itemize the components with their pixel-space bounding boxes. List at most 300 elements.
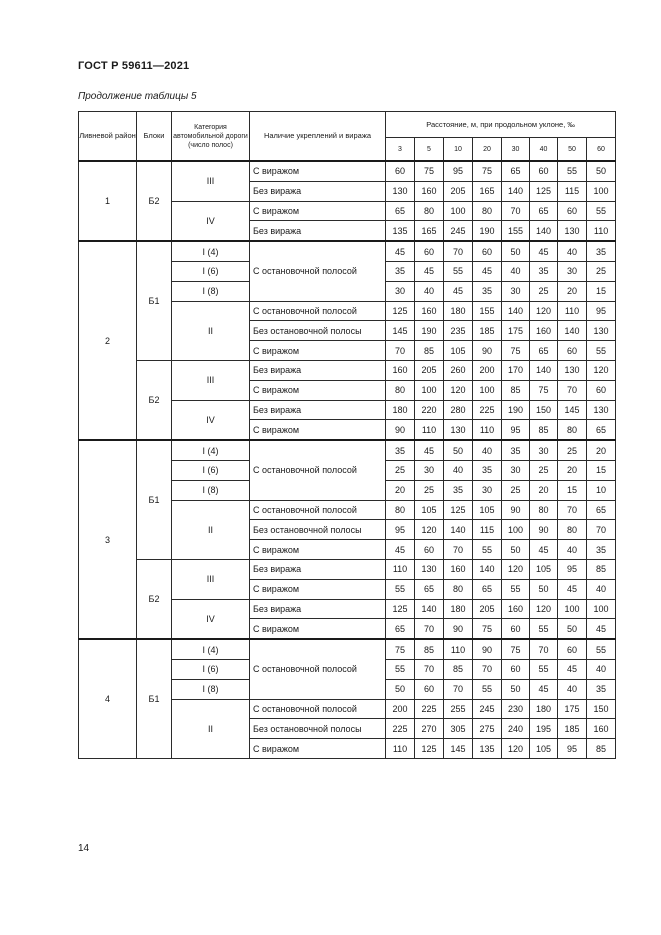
value-cell: 15 bbox=[587, 460, 616, 480]
value-cell: 80 bbox=[444, 579, 473, 599]
value-cell: 60 bbox=[415, 540, 444, 560]
value-cell: 225 bbox=[473, 400, 502, 420]
value-cell: 75 bbox=[473, 619, 502, 639]
value-cell: 45 bbox=[473, 261, 502, 281]
value-cell: 125 bbox=[386, 301, 415, 321]
value-cell: 35 bbox=[530, 261, 558, 281]
value-cell: 235 bbox=[444, 321, 473, 341]
value-cell: 305 bbox=[444, 719, 473, 739]
value-cell: 15 bbox=[558, 480, 587, 500]
value-cell: 160 bbox=[415, 301, 444, 321]
value-cell: 60 bbox=[415, 679, 444, 699]
value-cell: 120 bbox=[530, 599, 558, 619]
value-cell: 35 bbox=[587, 540, 616, 560]
value-cell: 270 bbox=[415, 719, 444, 739]
value-cell: 55 bbox=[473, 540, 502, 560]
value-cell: 95 bbox=[386, 520, 415, 540]
value-cell: 185 bbox=[473, 321, 502, 341]
value-cell: 40 bbox=[587, 579, 616, 599]
value-cell: 65 bbox=[473, 579, 502, 599]
value-cell: 70 bbox=[386, 341, 415, 361]
value-cell: 130 bbox=[444, 420, 473, 440]
region-cell: 3 bbox=[79, 440, 137, 639]
value-cell: 120 bbox=[502, 739, 530, 759]
value-cell: 35 bbox=[587, 679, 616, 699]
value-cell: 60 bbox=[587, 380, 616, 400]
value-cell: 50 bbox=[530, 579, 558, 599]
value-cell: 55 bbox=[558, 161, 587, 181]
value-cell: 145 bbox=[558, 400, 587, 420]
value-cell: 70 bbox=[502, 201, 530, 221]
value-cell: 50 bbox=[558, 619, 587, 639]
value-cell: 60 bbox=[558, 639, 587, 659]
value-cell: 35 bbox=[587, 241, 616, 261]
value-cell: 160 bbox=[502, 599, 530, 619]
value-cell: 35 bbox=[473, 281, 502, 301]
value-cell: 70 bbox=[587, 520, 616, 540]
value-cell: 115 bbox=[473, 520, 502, 540]
value-cell: 60 bbox=[386, 161, 415, 181]
value-cell: 140 bbox=[473, 559, 502, 579]
value-cell: 100 bbox=[558, 599, 587, 619]
value-cell: 55 bbox=[502, 579, 530, 599]
value-cell: 190 bbox=[473, 221, 502, 241]
block-cell: Б1 bbox=[137, 241, 172, 360]
condition-cell: С виражом bbox=[250, 201, 386, 221]
header-slope: 30 bbox=[502, 138, 530, 162]
value-cell: 130 bbox=[558, 360, 587, 380]
category-cell: I (6) bbox=[172, 659, 250, 679]
value-cell: 140 bbox=[502, 301, 530, 321]
block-cell: Б1 bbox=[137, 639, 172, 758]
value-cell: 55 bbox=[386, 659, 415, 679]
value-cell: 65 bbox=[530, 341, 558, 361]
data-table bbox=[78, 111, 616, 759]
condition-cell: Без остановочной полосы bbox=[250, 719, 386, 739]
value-cell: 70 bbox=[415, 619, 444, 639]
header-slope: 50 bbox=[558, 138, 587, 162]
value-cell: 105 bbox=[444, 341, 473, 361]
value-cell: 135 bbox=[473, 739, 502, 759]
value-cell: 90 bbox=[386, 420, 415, 440]
value-cell: 120 bbox=[444, 380, 473, 400]
condition-cell: С остановочной полосой bbox=[250, 440, 386, 500]
value-cell: 70 bbox=[415, 659, 444, 679]
value-cell: 25 bbox=[415, 480, 444, 500]
value-cell: 55 bbox=[587, 201, 616, 221]
value-cell: 95 bbox=[587, 301, 616, 321]
value-cell: 60 bbox=[558, 341, 587, 361]
table-row bbox=[79, 360, 616, 380]
category-cell: I (8) bbox=[172, 281, 250, 301]
value-cell: 165 bbox=[473, 181, 502, 201]
value-cell: 280 bbox=[444, 400, 473, 420]
value-cell: 60 bbox=[502, 659, 530, 679]
header-region: Ливневой район bbox=[79, 112, 137, 162]
value-cell: 175 bbox=[558, 699, 587, 719]
value-cell: 200 bbox=[386, 699, 415, 719]
condition-cell: С остановочной полосой bbox=[250, 699, 386, 719]
value-cell: 175 bbox=[502, 321, 530, 341]
category-cell: II bbox=[172, 301, 250, 360]
value-cell: 30 bbox=[386, 281, 415, 301]
condition-cell: С виражом bbox=[250, 341, 386, 361]
value-cell: 95 bbox=[502, 420, 530, 440]
value-cell: 35 bbox=[386, 261, 415, 281]
value-cell: 70 bbox=[444, 540, 473, 560]
header-slope: 3 bbox=[386, 138, 415, 162]
value-cell: 70 bbox=[473, 659, 502, 679]
value-cell: 110 bbox=[386, 559, 415, 579]
value-cell: 40 bbox=[587, 659, 616, 679]
value-cell: 80 bbox=[530, 500, 558, 520]
header-category: Категория автомобильной дороги (число полос) bbox=[172, 112, 250, 162]
table-caption: Продолжение таблицы 5 bbox=[78, 91, 197, 102]
value-cell: 120 bbox=[530, 301, 558, 321]
value-cell: 160 bbox=[444, 559, 473, 579]
value-cell: 40 bbox=[473, 440, 502, 460]
value-cell: 40 bbox=[558, 241, 587, 261]
value-cell: 75 bbox=[473, 161, 502, 181]
value-cell: 50 bbox=[444, 440, 473, 460]
value-cell: 65 bbox=[386, 201, 415, 221]
condition-cell: С виражом bbox=[250, 161, 386, 181]
value-cell: 125 bbox=[415, 739, 444, 759]
value-cell: 255 bbox=[444, 699, 473, 719]
value-cell: 45 bbox=[558, 579, 587, 599]
value-cell: 200 bbox=[473, 360, 502, 380]
value-cell: 85 bbox=[587, 559, 616, 579]
value-cell: 160 bbox=[386, 360, 415, 380]
value-cell: 50 bbox=[502, 679, 530, 699]
condition-cell: С остановочной полосой bbox=[250, 241, 386, 301]
condition-cell: С остановочной полосой bbox=[250, 500, 386, 520]
region-cell: 4 bbox=[79, 639, 137, 758]
value-cell: 90 bbox=[502, 500, 530, 520]
value-cell: 145 bbox=[444, 739, 473, 759]
value-cell: 10 bbox=[587, 480, 616, 500]
value-cell: 40 bbox=[444, 460, 473, 480]
value-cell: 105 bbox=[530, 739, 558, 759]
value-cell: 120 bbox=[502, 559, 530, 579]
value-cell: 45 bbox=[415, 440, 444, 460]
value-cell: 45 bbox=[530, 241, 558, 261]
value-cell: 20 bbox=[558, 281, 587, 301]
value-cell: 40 bbox=[558, 679, 587, 699]
value-cell: 65 bbox=[587, 420, 616, 440]
document-code: ГОСТ Р 59611—2021 bbox=[78, 60, 190, 72]
value-cell: 45 bbox=[386, 241, 415, 261]
value-cell: 90 bbox=[473, 639, 502, 659]
header-slope: 10 bbox=[444, 138, 473, 162]
value-cell: 85 bbox=[444, 659, 473, 679]
value-cell: 80 bbox=[473, 201, 502, 221]
value-cell: 45 bbox=[386, 540, 415, 560]
value-cell: 40 bbox=[502, 261, 530, 281]
value-cell: 35 bbox=[444, 480, 473, 500]
category-cell: I (8) bbox=[172, 480, 250, 500]
block-cell: Б2 bbox=[137, 559, 172, 639]
value-cell: 70 bbox=[530, 639, 558, 659]
value-cell: 145 bbox=[386, 321, 415, 341]
value-cell: 140 bbox=[415, 599, 444, 619]
value-cell: 90 bbox=[530, 520, 558, 540]
value-cell: 75 bbox=[502, 639, 530, 659]
block-cell: Б2 bbox=[137, 161, 172, 241]
value-cell: 260 bbox=[444, 360, 473, 380]
value-cell: 130 bbox=[386, 181, 415, 201]
value-cell: 185 bbox=[558, 719, 587, 739]
condition-cell: С виражом bbox=[250, 739, 386, 759]
value-cell: 120 bbox=[587, 360, 616, 380]
value-cell: 50 bbox=[386, 679, 415, 699]
value-cell: 105 bbox=[415, 500, 444, 520]
value-cell: 220 bbox=[415, 400, 444, 420]
value-cell: 100 bbox=[444, 201, 473, 221]
category-cell: I (4) bbox=[172, 639, 250, 659]
value-cell: 35 bbox=[473, 460, 502, 480]
value-cell: 65 bbox=[415, 579, 444, 599]
value-cell: 150 bbox=[530, 400, 558, 420]
value-cell: 240 bbox=[502, 719, 530, 739]
value-cell: 160 bbox=[587, 719, 616, 739]
value-cell: 190 bbox=[415, 321, 444, 341]
value-cell: 30 bbox=[415, 460, 444, 480]
value-cell: 95 bbox=[558, 739, 587, 759]
value-cell: 25 bbox=[530, 460, 558, 480]
value-cell: 30 bbox=[502, 460, 530, 480]
value-cell: 100 bbox=[502, 520, 530, 540]
value-cell: 275 bbox=[473, 719, 502, 739]
value-cell: 130 bbox=[558, 221, 587, 241]
value-cell: 80 bbox=[415, 201, 444, 221]
value-cell: 100 bbox=[473, 380, 502, 400]
value-cell: 65 bbox=[502, 161, 530, 181]
value-cell: 135 bbox=[386, 221, 415, 241]
condition-cell: С остановочной полосой bbox=[250, 639, 386, 699]
region-cell: 2 bbox=[79, 241, 137, 440]
value-cell: 25 bbox=[386, 460, 415, 480]
value-cell: 50 bbox=[502, 241, 530, 261]
value-cell: 85 bbox=[530, 420, 558, 440]
value-cell: 165 bbox=[415, 221, 444, 241]
value-cell: 60 bbox=[502, 619, 530, 639]
category-cell: I (8) bbox=[172, 679, 250, 699]
condition-cell: Без виража bbox=[250, 360, 386, 380]
value-cell: 75 bbox=[530, 380, 558, 400]
category-cell: IV bbox=[172, 201, 250, 241]
value-cell: 80 bbox=[386, 380, 415, 400]
value-cell: 90 bbox=[473, 341, 502, 361]
value-cell: 110 bbox=[386, 739, 415, 759]
value-cell: 60 bbox=[415, 241, 444, 261]
value-cell: 120 bbox=[415, 520, 444, 540]
value-cell: 85 bbox=[415, 341, 444, 361]
table-row bbox=[79, 639, 616, 659]
header-distance: Расстояние, м, при продольном уклоне, ‰ bbox=[386, 112, 616, 138]
header-condition: Наличие укреплений и виража bbox=[250, 112, 386, 162]
condition-cell: Без виража bbox=[250, 559, 386, 579]
value-cell: 85 bbox=[587, 739, 616, 759]
value-cell: 20 bbox=[386, 480, 415, 500]
header-slope: 60 bbox=[587, 138, 616, 162]
value-cell: 100 bbox=[415, 380, 444, 400]
value-cell: 45 bbox=[587, 619, 616, 639]
table-row bbox=[79, 241, 616, 261]
condition-cell: Без остановочной полосы bbox=[250, 321, 386, 341]
value-cell: 55 bbox=[473, 679, 502, 699]
value-cell: 130 bbox=[587, 321, 616, 341]
value-cell: 100 bbox=[587, 181, 616, 201]
value-cell: 55 bbox=[587, 639, 616, 659]
value-cell: 55 bbox=[530, 619, 558, 639]
value-cell: 95 bbox=[558, 559, 587, 579]
value-cell: 80 bbox=[558, 520, 587, 540]
condition-cell: С виражом bbox=[250, 420, 386, 440]
condition-cell: Без виража bbox=[250, 221, 386, 241]
value-cell: 130 bbox=[415, 559, 444, 579]
value-cell: 180 bbox=[444, 599, 473, 619]
value-cell: 100 bbox=[587, 599, 616, 619]
condition-cell: С виражом bbox=[250, 619, 386, 639]
condition-cell: Без виража bbox=[250, 599, 386, 619]
category-cell: I (6) bbox=[172, 261, 250, 281]
value-cell: 35 bbox=[386, 440, 415, 460]
header-slope: 40 bbox=[530, 138, 558, 162]
value-cell: 20 bbox=[558, 460, 587, 480]
value-cell: 85 bbox=[502, 380, 530, 400]
value-cell: 170 bbox=[502, 360, 530, 380]
value-cell: 25 bbox=[558, 440, 587, 460]
value-cell: 110 bbox=[473, 420, 502, 440]
value-cell: 160 bbox=[415, 181, 444, 201]
value-cell: 245 bbox=[444, 221, 473, 241]
condition-cell: С виражом bbox=[250, 579, 386, 599]
value-cell: 15 bbox=[587, 281, 616, 301]
category-cell: II bbox=[172, 699, 250, 758]
value-cell: 160 bbox=[530, 321, 558, 341]
value-cell: 45 bbox=[415, 261, 444, 281]
value-cell: 225 bbox=[415, 699, 444, 719]
condition-cell: Без виража bbox=[250, 400, 386, 420]
value-cell: 105 bbox=[473, 500, 502, 520]
value-cell: 55 bbox=[530, 659, 558, 679]
category-cell: III bbox=[172, 161, 250, 201]
category-cell: I (4) bbox=[172, 440, 250, 460]
value-cell: 55 bbox=[444, 261, 473, 281]
value-cell: 20 bbox=[587, 440, 616, 460]
value-cell: 50 bbox=[502, 540, 530, 560]
value-cell: 130 bbox=[587, 400, 616, 420]
value-cell: 245 bbox=[473, 699, 502, 719]
value-cell: 30 bbox=[530, 440, 558, 460]
region-cell: 1 bbox=[79, 161, 137, 241]
value-cell: 180 bbox=[530, 699, 558, 719]
value-cell: 180 bbox=[386, 400, 415, 420]
value-cell: 140 bbox=[530, 360, 558, 380]
value-cell: 155 bbox=[473, 301, 502, 321]
page-number: 14 bbox=[78, 843, 90, 854]
value-cell: 115 bbox=[558, 181, 587, 201]
value-cell: 80 bbox=[558, 420, 587, 440]
category-cell: III bbox=[172, 559, 250, 599]
category-cell: III bbox=[172, 360, 250, 400]
value-cell: 30 bbox=[502, 281, 530, 301]
value-cell: 30 bbox=[473, 480, 502, 500]
value-cell: 25 bbox=[502, 480, 530, 500]
condition-cell: Без виража bbox=[250, 181, 386, 201]
value-cell: 180 bbox=[444, 301, 473, 321]
value-cell: 20 bbox=[530, 480, 558, 500]
value-cell: 65 bbox=[530, 201, 558, 221]
category-cell: I (4) bbox=[172, 241, 250, 261]
value-cell: 25 bbox=[530, 281, 558, 301]
value-cell: 75 bbox=[386, 639, 415, 659]
value-cell: 75 bbox=[415, 161, 444, 181]
value-cell: 60 bbox=[473, 241, 502, 261]
condition-cell: С остановочной полосой bbox=[250, 301, 386, 321]
value-cell: 110 bbox=[558, 301, 587, 321]
block-cell: Б2 bbox=[137, 360, 172, 440]
value-cell: 205 bbox=[473, 599, 502, 619]
value-cell: 205 bbox=[415, 360, 444, 380]
value-cell: 40 bbox=[558, 540, 587, 560]
value-cell: 85 bbox=[415, 639, 444, 659]
value-cell: 60 bbox=[558, 201, 587, 221]
condition-cell: Без остановочной полосы bbox=[250, 520, 386, 540]
value-cell: 125 bbox=[444, 500, 473, 520]
value-cell: 45 bbox=[530, 679, 558, 699]
value-cell: 105 bbox=[530, 559, 558, 579]
table-row bbox=[79, 559, 616, 579]
value-cell: 55 bbox=[587, 341, 616, 361]
value-cell: 150 bbox=[587, 699, 616, 719]
value-cell: 90 bbox=[444, 619, 473, 639]
condition-cell: С виражом bbox=[250, 540, 386, 560]
value-cell: 95 bbox=[444, 161, 473, 181]
value-cell: 70 bbox=[444, 679, 473, 699]
value-cell: 45 bbox=[444, 281, 473, 301]
value-cell: 140 bbox=[530, 221, 558, 241]
value-cell: 30 bbox=[558, 261, 587, 281]
value-cell: 70 bbox=[444, 241, 473, 261]
value-cell: 125 bbox=[530, 181, 558, 201]
value-cell: 35 bbox=[502, 440, 530, 460]
value-cell: 75 bbox=[502, 341, 530, 361]
value-cell: 140 bbox=[558, 321, 587, 341]
value-cell: 225 bbox=[386, 719, 415, 739]
value-cell: 80 bbox=[386, 500, 415, 520]
category-cell: II bbox=[172, 500, 250, 559]
value-cell: 55 bbox=[386, 579, 415, 599]
value-cell: 50 bbox=[587, 161, 616, 181]
value-cell: 70 bbox=[558, 380, 587, 400]
category-cell: IV bbox=[172, 599, 250, 639]
value-cell: 70 bbox=[558, 500, 587, 520]
value-cell: 45 bbox=[530, 540, 558, 560]
condition-cell: С виражом bbox=[250, 380, 386, 400]
value-cell: 140 bbox=[502, 181, 530, 201]
block-cell: Б1 bbox=[137, 440, 172, 559]
value-cell: 155 bbox=[502, 221, 530, 241]
value-cell: 60 bbox=[530, 161, 558, 181]
category-cell: IV bbox=[172, 400, 250, 440]
category-cell: I (6) bbox=[172, 460, 250, 480]
header-slope: 20 bbox=[473, 138, 502, 162]
header-block: Блоки bbox=[137, 112, 172, 162]
value-cell: 190 bbox=[502, 400, 530, 420]
value-cell: 110 bbox=[444, 639, 473, 659]
